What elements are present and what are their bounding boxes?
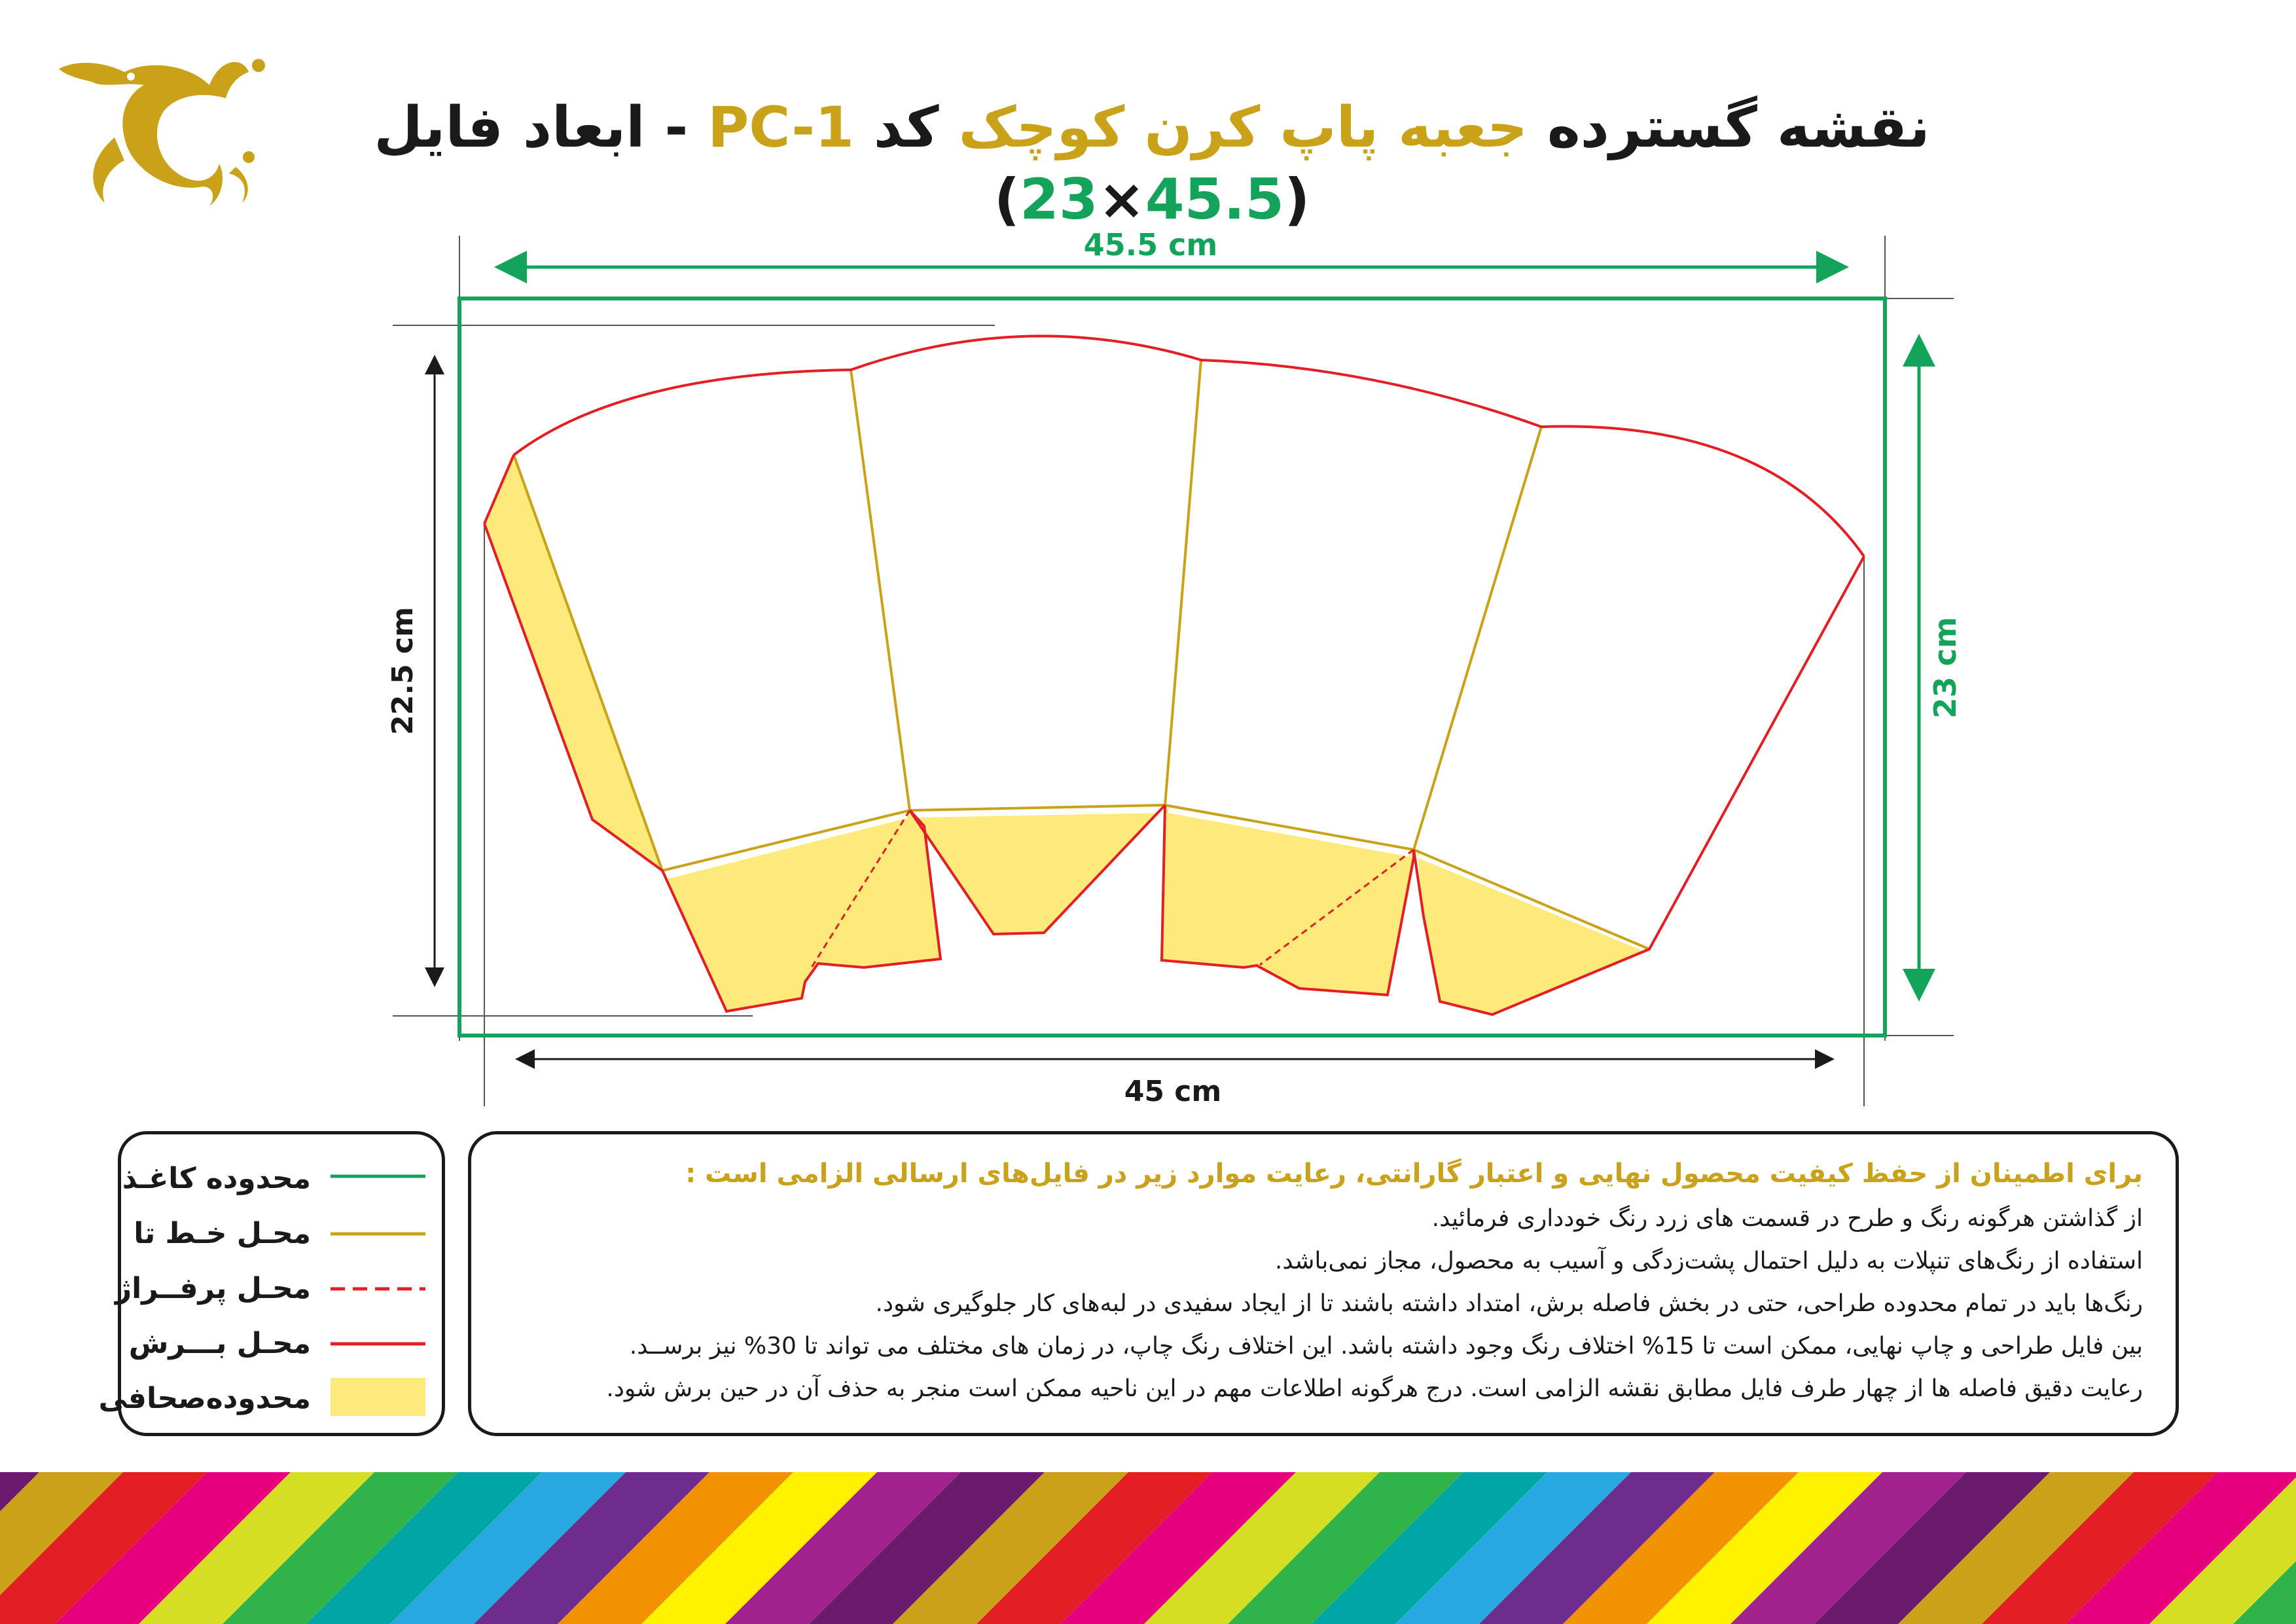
legend-item-binding — [98, 1373, 442, 1425]
legend-item-fold — [121, 1208, 442, 1260]
legend-label-perforation: محـل پرفــراژ — [115, 1272, 311, 1305]
notes-line: از گذاشتن هرگونه رنگ و طرح در قسمت های زرد رنگ خودداری فرمائید. — [1431, 1205, 2143, 1232]
legend-label-fold: محـل خـط تا — [134, 1217, 311, 1250]
legend-item-perforation — [115, 1263, 442, 1315]
paper-height-label: 23 cm — [1928, 617, 1963, 719]
paper-line-swatch — [331, 1170, 425, 1183]
notes-line: رنگ‌ها باید در تمام محدوده طراحی، حتی در بخش فاصله برش، امتداد داشته باشند تا از ایجاد سفیدی در لبه‌های کار جلوگیری شود. — [875, 1290, 2143, 1317]
cut-line-swatch — [331, 1337, 425, 1350]
title-dim-w: 23 — [1020, 167, 1098, 232]
title-product: جعبه پاپ کرن کوچک — [958, 95, 1528, 160]
binding-areas — [484, 455, 1649, 1015]
binding-area-swatch — [331, 1378, 425, 1416]
notes-line: رعایت دقیق فاصله ها از چهار طرف فایل مطابق نقشه الزامی است. درج هرگونه اطلاعات مهم در این ناحیه ممکن است منجر به حذف آن در حین برش شود. — [606, 1375, 2143, 1402]
paper-width-label: 45.5 cm — [1083, 227, 1218, 262]
legend-item-paper — [121, 1153, 442, 1205]
extension-lines — [393, 236, 1954, 1106]
notes-line: استفاده از رنگ‌های تنپلات به دلیل احتمال پشت‌زدگی و آسیب به محصول، مجاز نمی‌باشد. — [1274, 1248, 2143, 1274]
die-height-label: 22.5 cm — [386, 607, 420, 735]
title-close: ) — [994, 167, 1020, 232]
legend-label-paper: محدوده کاغـذ — [122, 1162, 311, 1195]
notes-heading: برای اطمینان از حفظ کیفیت محصول نهایی و اعتبار گارانتی، رعایت موارد زیر در فایل‌های ارسالی الزامی است : — [685, 1159, 2143, 1189]
legend-item-cut — [121, 1318, 442, 1370]
legend — [98, 1131, 445, 1436]
perforation-line-swatch — [331, 1282, 425, 1295]
fold-line-swatch — [331, 1227, 425, 1240]
title-dim-h: 45.5 — [1145, 167, 1284, 232]
title-part2: کد — [853, 95, 959, 160]
title-times: × — [1098, 167, 1145, 232]
die-width-label: 45 cm — [1124, 1075, 1222, 1108]
title-part1: نقشه گسترده — [1527, 95, 1930, 160]
rainbow-stripes-footer — [0, 1472, 2296, 1624]
legend-label-cut: محـل بـــرش — [128, 1327, 311, 1360]
notes-panel — [468, 1131, 2179, 1436]
title-code: PC-1 — [708, 95, 854, 160]
legend-label-binding: محدوده‌صحافی — [98, 1382, 311, 1415]
title-part3: - ابعاد فایل ( — [374, 95, 1310, 232]
notes-line: بین فایل طراحی و چاپ نهایی، ممکن است تا 15% اختلاف رنگ وجود داشته باشد. این اختلاف رنگ چاپ، در زمان های مختلف می تواند تا 30% نیز برســد. — [629, 1333, 2143, 1360]
